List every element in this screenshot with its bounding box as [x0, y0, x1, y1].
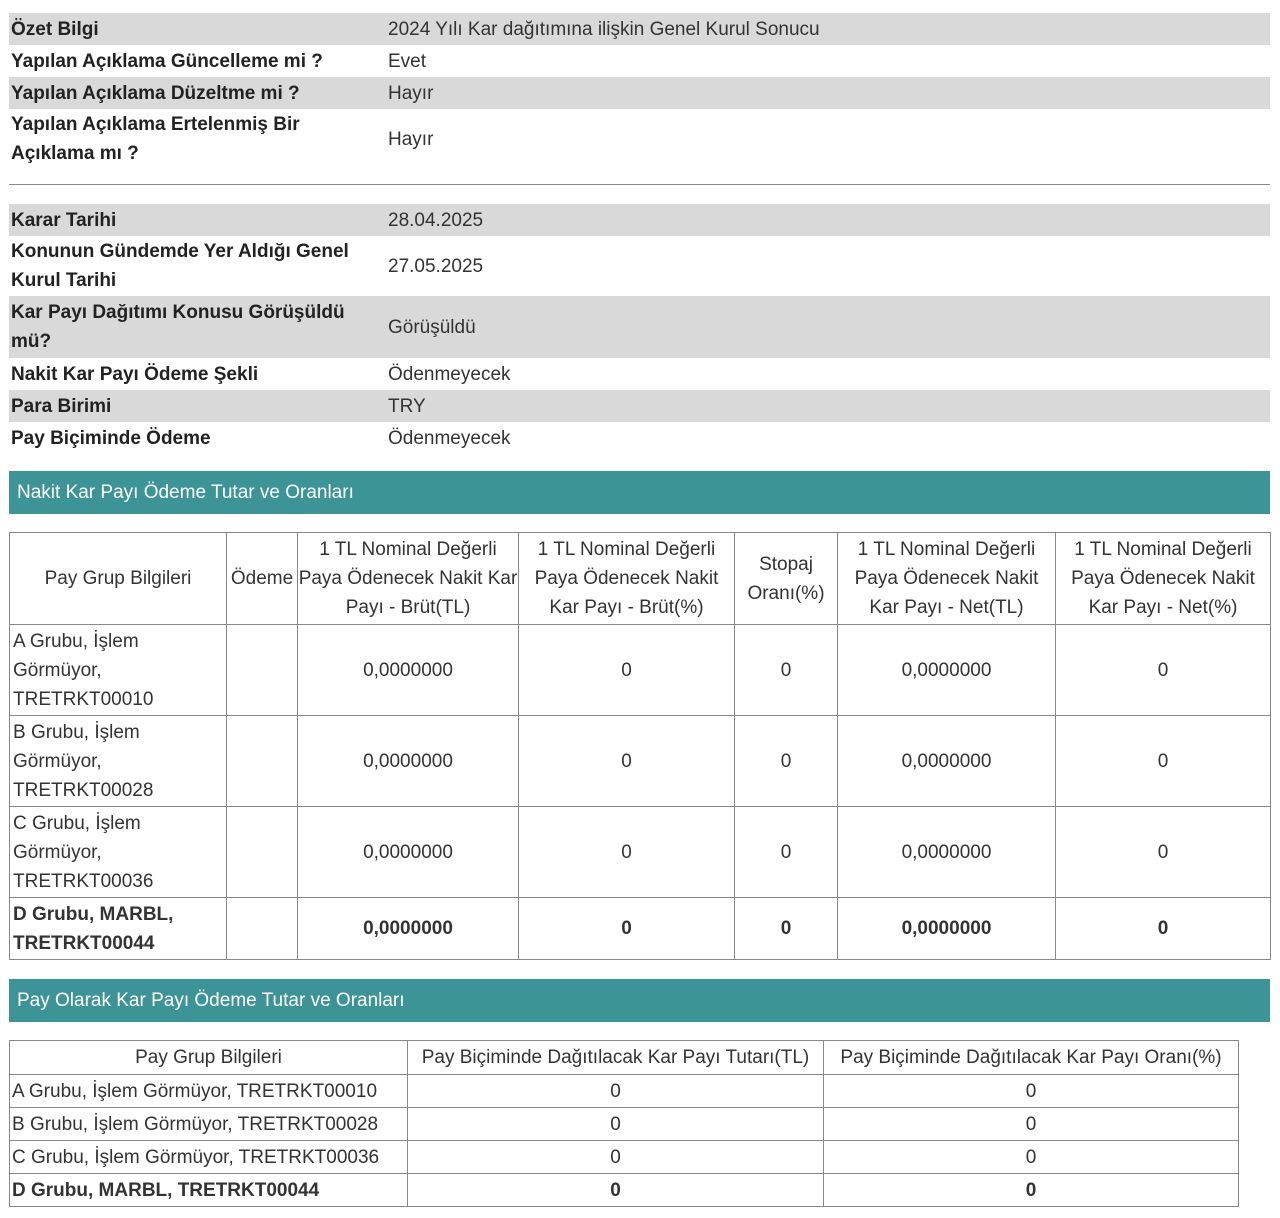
detail-row	[9, 358, 1270, 390]
oran-cell: 0	[824, 1174, 1239, 1207]
oran-cell: 0	[824, 1075, 1239, 1108]
summary-label: Özet Bilgi	[11, 18, 99, 40]
brut-pct-cell: 0	[519, 898, 735, 960]
brut-tl-cell: 0,0000000	[298, 807, 519, 898]
cash-dividend-table	[9, 532, 1271, 960]
share-section-header: Pay Olarak Kar Payı Ödeme Tutar ve Oranları	[9, 979, 1270, 1022]
table-row	[10, 807, 1271, 898]
table-header-row	[10, 1041, 1239, 1075]
tutar-cell: 0	[408, 1174, 824, 1207]
group-cell: C Grubu, İşlem Görmüyor, TRETRKT00036	[10, 807, 227, 898]
column-header: Pay Biçiminde Dağıtılacak Kar Payı Oranı(%)	[824, 1041, 1239, 1075]
odeme-cell	[227, 898, 298, 960]
table-row	[10, 1141, 1239, 1174]
detail-row	[9, 296, 1270, 358]
oran-cell: 0	[824, 1141, 1239, 1174]
detail-row	[9, 390, 1270, 422]
net-tl-cell: 0,0000000	[838, 716, 1056, 807]
odeme-cell	[227, 807, 298, 898]
detail-label: Konunun Gündemde Yer Aldığı Genel Kurul Tarihi	[11, 241, 349, 291]
net-pct-cell: 0	[1056, 807, 1271, 898]
summary-value: Hayır	[388, 82, 434, 104]
detail-value: 27.05.2025	[388, 255, 484, 277]
table-row	[10, 898, 1271, 960]
column-header: Pay Biçiminde Dağıtılacak Kar Payı Tutarı(TL)	[408, 1041, 824, 1075]
tutar-cell: 0	[408, 1141, 824, 1174]
table-row	[10, 625, 1271, 716]
detail-row	[9, 236, 1270, 296]
detail-row	[9, 204, 1270, 236]
net-pct-cell: 0	[1056, 898, 1271, 960]
column-header: Stopaj Oranı(%)	[735, 533, 838, 625]
cash-section-header: Nakit Kar Payı Ödeme Tutar ve Oranları	[9, 471, 1270, 514]
column-header: 1 TL Nominal Değerli Paya Ödenecek Nakit Kar Payı - Net(TL)	[838, 533, 1056, 625]
summary-row	[9, 45, 1270, 77]
tutar-cell: 0	[408, 1075, 824, 1108]
net-pct-cell: 0	[1056, 716, 1271, 807]
net-tl-cell: 0,0000000	[838, 807, 1056, 898]
brut-pct-cell: 0	[519, 625, 735, 716]
net-tl-cell: 0,0000000	[838, 625, 1056, 716]
summary-value: 2024 Yılı Kar dağıtımına ilişkin Genel Kurul Sonucu	[388, 18, 820, 40]
detail-info	[9, 204, 1270, 454]
detail-label: Para Birimi	[11, 395, 112, 417]
section-divider	[9, 184, 1270, 185]
column-header: Pay Grup Bilgileri	[10, 533, 227, 625]
group-cell: B Grubu, İşlem Görmüyor, TRETRKT00028	[10, 1108, 408, 1141]
column-header: 1 TL Nominal Değerli Paya Ödenecek Nakit Kar Payı - Brüt(%)	[519, 533, 735, 625]
table-row	[10, 1174, 1239, 1207]
oran-cell: 0	[824, 1108, 1239, 1141]
detail-row	[9, 422, 1270, 454]
detail-label: Kar Payı Dağıtımı Konusu Görüşüldü mü?	[11, 302, 345, 352]
brut-pct-cell: 0	[519, 807, 735, 898]
detail-value: 28.04.2025	[388, 209, 484, 231]
group-cell: B Grubu, İşlem Görmüyor, TRETRKT00028	[10, 716, 227, 807]
brut-pct-cell: 0	[519, 716, 735, 807]
odeme-cell	[227, 716, 298, 807]
group-cell: C Grubu, İşlem Görmüyor, TRETRKT00036	[10, 1141, 408, 1174]
net-pct-cell: 0	[1056, 625, 1271, 716]
brut-tl-cell: 0,0000000	[298, 716, 519, 807]
summary-row	[9, 77, 1270, 109]
summary-label: Yapılan Açıklama Ertelenmiş Bir Açıklama mı ?	[11, 114, 300, 164]
column-header: Ödeme	[227, 533, 298, 625]
group-cell: A Grubu, İşlem Görmüyor, TRETRKT00010	[10, 625, 227, 716]
summary-label: Yapılan Açıklama Düzeltme mi ?	[11, 82, 300, 104]
share-dividend-table	[9, 1040, 1239, 1207]
column-header: Pay Grup Bilgileri	[10, 1041, 408, 1075]
column-header: 1 TL Nominal Değerli Paya Ödenecek Nakit Kar Payı - Brüt(TL)	[298, 533, 519, 625]
stopaj-cell: 0	[735, 898, 838, 960]
stopaj-cell: 0	[735, 807, 838, 898]
stopaj-cell: 0	[735, 716, 838, 807]
summary-value: Evet	[388, 50, 427, 72]
detail-label: Nakit Kar Payı Ödeme Şekli	[11, 363, 259, 385]
tutar-cell: 0	[408, 1108, 824, 1141]
stopaj-cell: 0	[735, 625, 838, 716]
detail-label: Karar Tarihi	[11, 209, 117, 231]
detail-value: TRY	[388, 395, 426, 417]
table-header-row	[10, 533, 1271, 625]
detail-value: Görüşüldü	[388, 316, 476, 338]
group-cell: D Grubu, MARBL, TRETRKT00044	[10, 898, 227, 960]
summary-row	[9, 109, 1270, 169]
table-row	[10, 716, 1271, 807]
detail-label: Pay Biçiminde Ödeme	[11, 427, 211, 449]
brut-tl-cell: 0,0000000	[298, 625, 519, 716]
net-tl-cell: 0,0000000	[838, 898, 1056, 960]
brut-tl-cell: 0,0000000	[298, 898, 519, 960]
detail-value: Ödenmeyecek	[388, 363, 511, 385]
summary-value: Hayır	[388, 128, 434, 150]
group-cell: A Grubu, İşlem Görmüyor, TRETRKT00010	[10, 1075, 408, 1108]
table-row	[10, 1075, 1239, 1108]
column-header: 1 TL Nominal Değerli Paya Ödenecek Nakit Kar Payı - Net(%)	[1056, 533, 1271, 625]
odeme-cell	[227, 625, 298, 716]
summary-row	[9, 13, 1270, 45]
detail-value: Ödenmeyecek	[388, 427, 511, 449]
summary-label: Yapılan Açıklama Güncelleme mi ?	[11, 50, 323, 72]
group-cell: D Grubu, MARBL, TRETRKT00044	[10, 1174, 408, 1207]
table-row	[10, 1108, 1239, 1141]
summary-info	[9, 13, 1270, 169]
